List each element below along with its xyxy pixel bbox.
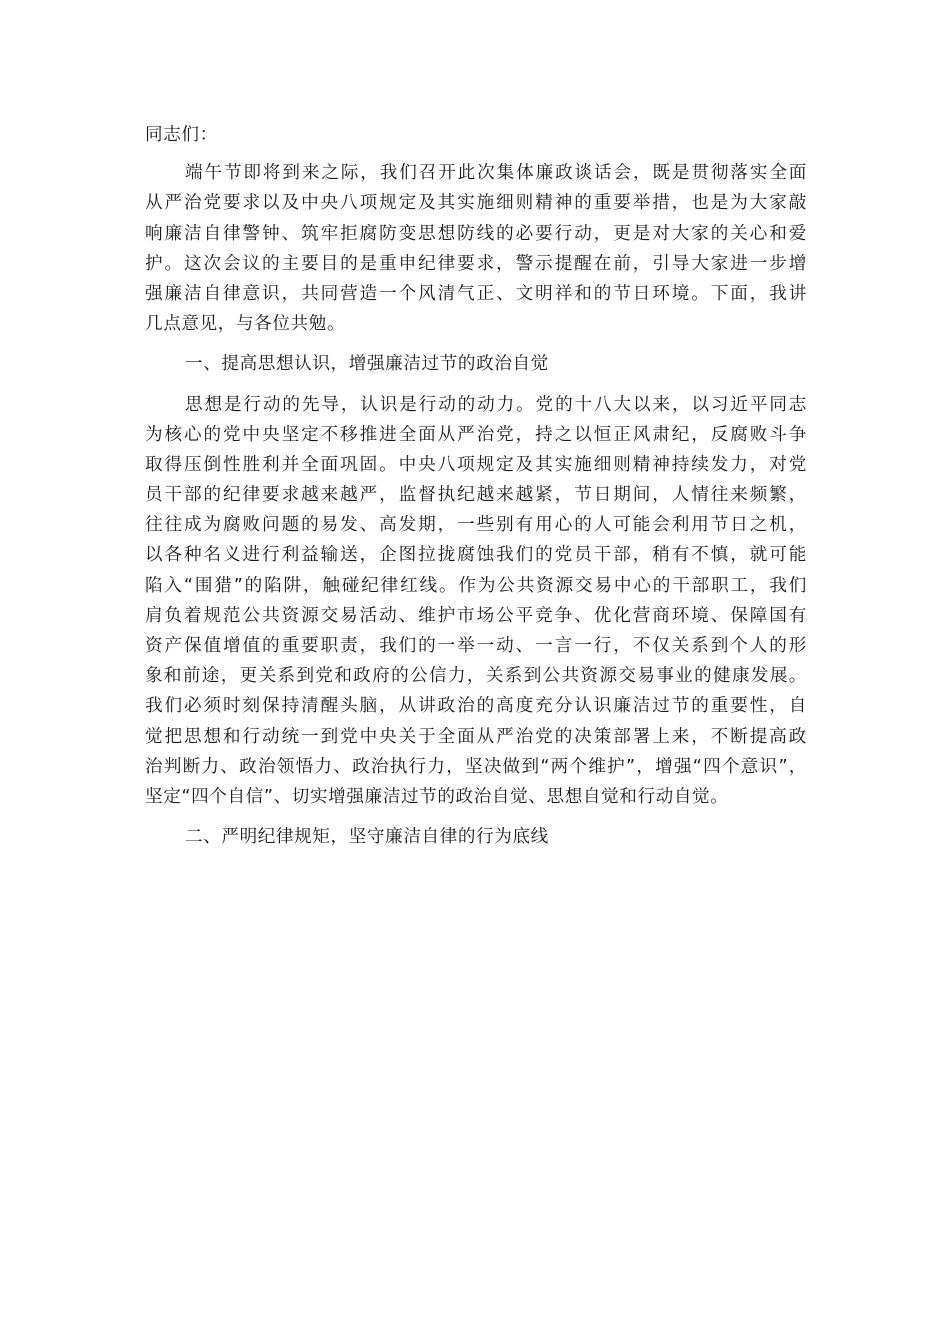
text-line: 坚定“四个自信”、切实增强廉洁过节的政治自觉、思想自觉和行动自觉。 <box>145 786 729 807</box>
text-line: 取得压倒性胜利并全面巩固。中央八项规定及其实施细则精神持续发力，对党 <box>145 454 807 475</box>
document-body <box>145 120 807 862</box>
text-line: 陷入“围猎”的陷阱，触碰纪律红线。作为公共资源交易中心的干部职工，我们 <box>145 575 807 596</box>
text-line: 觉把思想和行动统一到党中央关于全面从严治党的决策部署上来，不断提高政 <box>145 726 807 747</box>
text-line: 往往成为腐败问题的易发、高发期，一些别有用心的人可能会利用节日之机， <box>145 515 807 536</box>
text-line: 几点意见，与各位共勉。 <box>145 314 346 335</box>
section-heading-2 <box>145 822 807 852</box>
paragraph-intro <box>145 158 807 339</box>
text-line: 员干部的纪律要求越来越严，监督执纪越来越紧，节日期间，人情往来频繁， <box>145 485 807 506</box>
section-heading-1 <box>145 349 807 379</box>
heading-line: 二、严明纪律规矩，坚守廉洁自律的行为底线 <box>185 827 549 848</box>
text-line: 响廉洁自律警钟、筑牢拒腐防变思想防线的必要行动，更是对大家的关心和爱 <box>145 223 807 244</box>
salutation: 同志们： <box>145 125 218 145</box>
text-line: 端午节即将到来之际，我们召开此次集体廉政谈话会，既是贯彻落实全面 <box>185 163 807 184</box>
text-line: 象和前途，更关系到党和政府的公信力，关系到公共资源交易事业的健康发展。 <box>145 666 807 687</box>
text-line: 肩负着规范公共资源交易活动、维护市场公平竞争、优化营商环境、保障国有 <box>145 605 807 626</box>
text-line: 从严治党要求以及中央八项规定及其实施细则精神的重要举措，也是为大家敲 <box>145 193 807 214</box>
text-line: 资产保值增值的重要职责，我们的一举一动、一言一行，不仅关系到个人的形 <box>145 636 807 656</box>
text-line: 我们必须时刻保持清醒头脑，从讲政治的高度充分认识廉洁过节的重要性，自 <box>145 696 807 717</box>
text-line: 强廉洁自律意识，共同营造一个风清气正、文明祥和的节日环境。下面，我讲 <box>145 283 807 304</box>
text-line: 为核心的党中央坚定不移推进全面从严治党，持之以恒正风肃纪，反腐败斗争 <box>145 424 807 445</box>
text-line: 治判断力、政治领悟力、政治执行力，坚决做到“两个维护”，增强“四个意识”， <box>145 756 807 777</box>
text-line: 以各种名义进行利益输送，企图拉拢腐蚀我们的党员干部，稍有不慎，就可能 <box>145 545 807 566</box>
heading-line: 一、提高思想认识，增强廉洁过节的政治自觉 <box>185 354 549 375</box>
text-line: 思想是行动的先导，认识是行动的动力。党的十八大以来，以习近平同志 <box>185 394 807 415</box>
paragraph-section-1 <box>145 390 807 813</box>
text-line: 护。这次会议的主要目的是重申纪律要求，警示提醒在前，引导大家进一步增 <box>145 253 807 274</box>
